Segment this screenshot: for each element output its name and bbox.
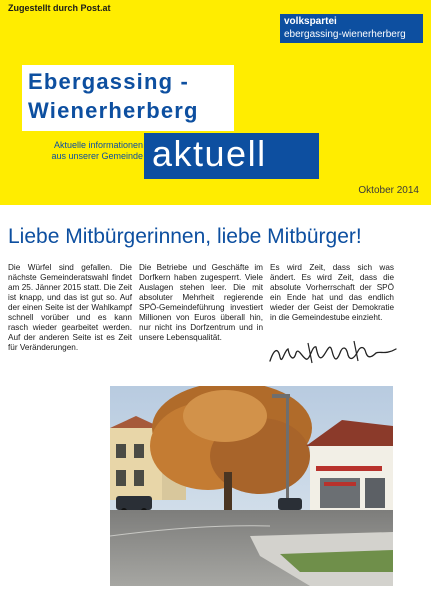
article-headline: Liebe Mitbürgerinnen, liebe Mitbürger! [8, 225, 362, 248]
subtitle-line-1: Aktuelle informationen [53, 140, 143, 150]
delivery-note: Zugestellt durch Post.at [8, 3, 111, 13]
party-label-box [280, 14, 423, 43]
title-line-2: Wienerherberg [28, 98, 199, 123]
title-line-1: Ebergassing - [28, 69, 190, 94]
subtitle-line-2: aus unserer Gemeinde [51, 151, 143, 161]
header-banner [0, 0, 431, 205]
article-column-2: Die Betriebe und Geschäfte im Dorfkern haben zugesperrt. Viele Auslagen stehen leer. Die mit absoluter Mehrheit regierende SPÖ-Gemeindeführung investiert Millionen von Euros überall hin, nur nicht ins Dorfzentrum und in unsere Lebensqualität. [139, 263, 263, 342]
village-street-photo [110, 386, 393, 586]
article-column-1: Die Würfel sind gefallen. Die nächste Gemeinderatswahl findet am 25. Jänner 2015 statt. Die Zeit ist knapp, und das ist gut so. Auf der einen Seite ist der Wahlkampf schnell vorüber und es kann rasch wieder gearbeitet werden. Auf der anderen Seite ist es Zeit für Veränderungen. [8, 263, 132, 352]
article-column-3: Es wird Zeit, dass sich was ändert. Es wird Zeit, dass die absolute Vorherrschaft der SPÖ ein Ende hat und das endlich wieder der Geist der Demokratie in die Gemeindestube einzieht. [270, 263, 394, 322]
issue-date: Oktober 2014 [358, 185, 419, 196]
party-name: volkspartei [284, 16, 337, 27]
aktuell-box [144, 133, 319, 179]
signature-icon [268, 337, 400, 371]
party-location: ebergassing-wienerherberg [284, 29, 406, 40]
title-box [22, 65, 234, 131]
subtitle [13, 140, 143, 162]
aktuell-label: aktuell [152, 133, 267, 174]
